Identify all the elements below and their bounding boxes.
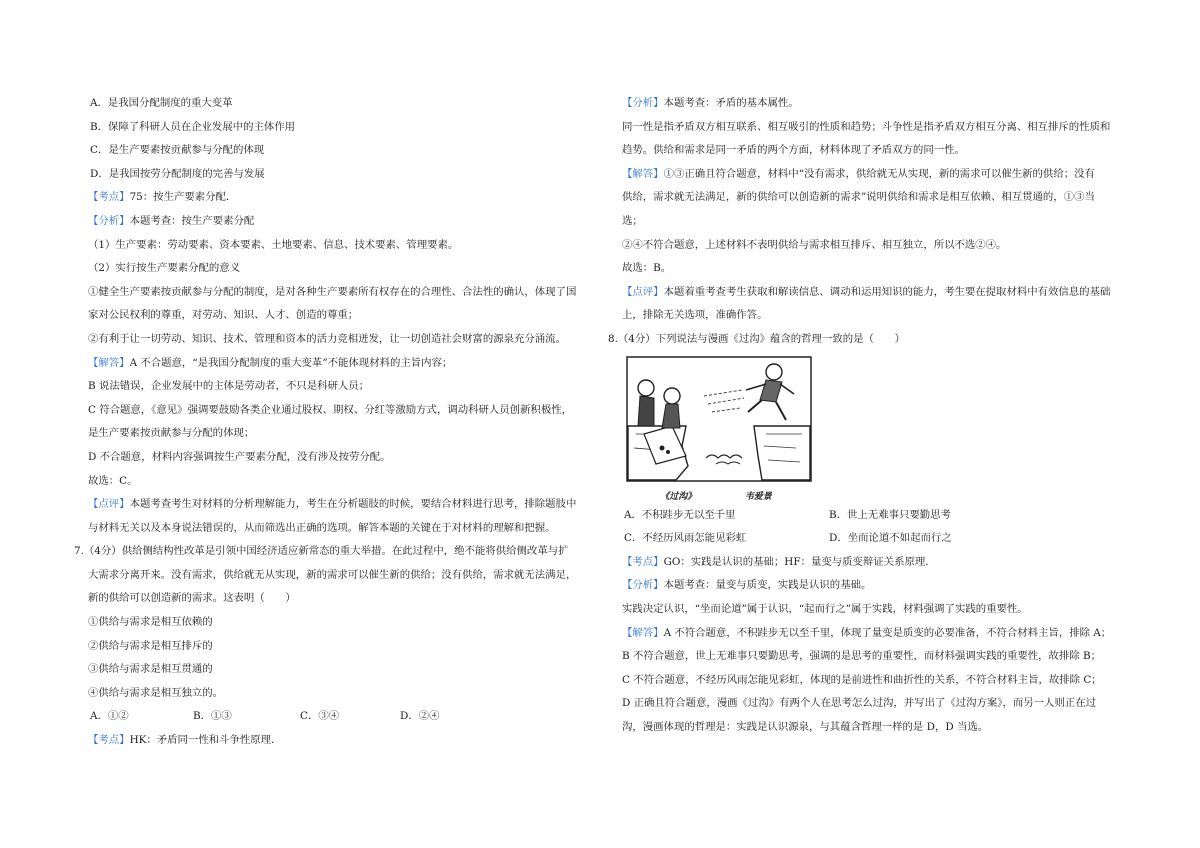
q6-jieda-line: D 不合题意，材料内容强调按生产要素分配，没有涉及按劳分配。 <box>88 450 391 463</box>
q7-jieda-line: 选； <box>622 214 643 227</box>
q7-jieda-line: 供给，需求就无法满足，新的供给可以创造新的需求”说明供给和需求是相互依赖、相互贯通的，①③当 <box>622 191 1095 204</box>
q6-dianping-line: 与材料无关以及本身说法错误的，从而筛选出正确的选项。解答本题的关键在于对材料的理解和把握。 <box>88 521 556 534</box>
q7-stem-line: 7.（4分）供给侧结构性改革是引领中国经济适应新常态的重大举措。在此过程中，绝不能将供给侧改革与扩 <box>74 545 569 558</box>
kaodian-text: HK：矛盾同一性和斗争性原理． <box>129 734 282 747</box>
q8-jieda <box>622 622 1132 646</box>
q6-kaodian <box>88 186 588 210</box>
q8-fenxi-line: 实践决定认识，“坐而论道”属于认识，“起而行之”属于实践，材料强调了实践的重要性。 <box>622 602 1028 615</box>
q7-dianping-line: 上，排除无关选项，准确作答。 <box>622 309 768 322</box>
q8-option-b: B．世上无难事只要勤思考 <box>829 508 951 521</box>
comic-caption <box>636 486 796 510</box>
dianping-text: 本题考查考生对材料的分析理解能力，考生在分析题肢的时候，要结合材料进行思考，排除题肢中 <box>129 498 577 511</box>
fenxi-tag: 【分析】 <box>622 97 664 109</box>
q6-option-c: C．是生产要素按贡献参与分配的体现 <box>90 144 265 157</box>
jieda-text: ①③正确且符合题意，材料中“没有需求，供给就无从实现，新的需求可以催生新的供给；没有 <box>663 167 1095 180</box>
q7-item: ②供给与需求是相互排斥的 <box>88 639 213 652</box>
comic-drawing <box>626 356 812 486</box>
jieda-text: A 不符合题意，不积跬步无以至千里，体现了量变是质变的必要准备，不符合材料主旨，排除 A； <box>663 626 1112 639</box>
kaodian-tag: 【考点】 <box>622 555 664 568</box>
q8-options-row2 <box>622 527 1132 551</box>
q6-jieda <box>88 352 588 376</box>
q8-fenxi <box>622 574 1132 598</box>
q7-item: ④供给与需求是相互独立的。 <box>88 686 224 699</box>
q7-jieda <box>622 163 1132 187</box>
q6-fenxi-line: （2）实行按生产要素分配的意义 <box>88 262 241 275</box>
q8-option-d: D．坐而论道不如起而行之 <box>829 532 952 545</box>
comic-caption-title: 《过沟》 <box>660 491 697 502</box>
q6-option-b: B．保障了科研人员在企业发展中的主体作用 <box>90 120 296 133</box>
kaodian-tag: 【考点】 <box>88 734 130 747</box>
fenxi-text: 本题考查：按生产要素分配 <box>129 214 255 227</box>
q8-jieda-line: 沟，漫画体现的哲理是：实践是认识源泉，与其蕴含哲理一样的是 D，D 当选。 <box>622 720 989 733</box>
jieda-tag: 【解答】 <box>622 167 664 180</box>
q6-fenxi <box>88 210 588 234</box>
q6-dianping <box>88 493 588 517</box>
q7-stem-line: 新的供给可以创造新的需求。这表明（ ） <box>88 592 296 605</box>
q6-fenxi-line: 家对公民权利的尊重，对劳动、知识、人才、创造的尊重； <box>88 309 359 322</box>
comic-guogou <box>626 356 812 500</box>
left-column <box>74 92 588 753</box>
q7-item: ③供给与需求是相互贯通的 <box>88 663 213 676</box>
q7-options <box>88 705 588 729</box>
jieda-tag: 【解答】 <box>622 626 664 639</box>
q6-option-d: D．是我国按劳分配制度的完善与发展 <box>90 167 265 180</box>
q7-fenxi <box>622 92 1132 116</box>
q8-kaodian <box>622 551 1132 575</box>
q7-option-d: D．②④ <box>400 710 440 723</box>
dianping-text: 本题着重考查考生获取和解读信息、调动和运用知识的能力，考生要在提取材料中有效信息的基础 <box>663 285 1111 298</box>
q7-option-a: A．①② <box>90 710 129 723</box>
q6-jieda-line: B 说法错误，企业发展中的主体是劳动者，不只是科研人员； <box>88 380 370 393</box>
q7-dianping <box>622 281 1132 305</box>
q8-option-c: C．不经历风雨怎能见彩虹 <box>624 532 747 545</box>
fenxi-text: 本题考查：矛盾的基本属性。 <box>663 97 799 109</box>
jieda-text: A 不合题意，“是我国分配制度的重大变革”不能体现材料的主旨内容； <box>129 356 453 369</box>
q6-option-a: A．是我国分配制度的重大变革 <box>90 97 233 109</box>
q6-fenxi-line: ②有利于让一切劳动、知识、技术、管理和资本的活力竞相迸发，让一切创造社会财富的源泉充分涌流。 <box>88 332 566 345</box>
kaodian-text: GO：实践是认识的基础；HF：量变与质变辩证关系原理． <box>663 555 936 568</box>
q8-option-a: A．不积跬步无以至千里 <box>624 508 736 521</box>
jieda-tag: 【解答】 <box>88 356 130 369</box>
q8-jieda-line: D 正确且符合题意，漫画《过沟》有两个人在思考怎么过沟，并写出了《过沟方案》，而另一人则正在过 <box>622 697 1097 710</box>
q8-jieda-line: B 不符合题意，世上无难事只要勤思考，强调的是思考的重要性，而材料强调实践的重要性，故排除 B； <box>622 650 1102 663</box>
fenxi-text: 本题考查：量变与质变，实践是认识的基础。 <box>663 579 872 592</box>
q6-fenxi-line: （1）生产要素：劳动要素、资本要素、土地要素、信息、技术要素、管理要素。 <box>88 238 459 251</box>
q6-jieda-line: C 符合题意，《意见》强调要鼓励各类企业通过股权、期权、分红等激励方式，调动科研人员创新积极性， <box>88 403 573 416</box>
dianping-tag: 【点评】 <box>622 285 664 298</box>
kaodian-tag: 【考点】 <box>88 191 130 204</box>
q7-fenxi-line: 趋势。供给和需求是同一矛盾的两个方面，材料体现了矛盾双方的同一性。 <box>622 144 965 157</box>
q7-stem-line: 大需求分离开来。没有需求，供给就无从实现，新的需求可以催生新的供给；没有供给，需求就无法满足， <box>88 568 577 581</box>
q8-jieda-line: C 不符合题意，不经历风雨怎能见彩虹，体现的是前进性和曲折性的关系，不符合材料主旨，故排除 C； <box>622 673 1102 686</box>
comic-caption-author: 韦爱景 <box>744 491 772 502</box>
q7-option-b: B．①③ <box>193 710 232 723</box>
kaodian-text: 75：按生产要素分配． <box>129 191 237 204</box>
right-column <box>608 92 1132 739</box>
fenxi-tag: 【分析】 <box>88 214 130 227</box>
q7-jieda-line: ②④不符合题意，上述材料不表明供给与需求相互排斥、相互独立，所以不选②④。 <box>622 238 1007 251</box>
q7-jieda-line: 故选：B。 <box>622 262 672 275</box>
fenxi-tag: 【分析】 <box>622 579 664 592</box>
q7-kaodian <box>88 729 588 753</box>
q7-item: ①供给与需求是相互依赖的 <box>88 616 213 629</box>
q6-jieda-line: 故选：C。 <box>88 474 138 487</box>
q7-fenxi-line: 同一性是指矛盾双方相互联系、相互吸引的性质和趋势；斗争性是指矛盾双方相互分离、相互排斥的性质和 <box>622 120 1111 133</box>
q6-fenxi-line: ①健全生产要素按贡献参与分配的制度，是对各种生产要素所有权存在的合理性、合法性的确认，体现了国 <box>88 285 577 298</box>
q6-jieda-line: 是生产要素按贡献参与分配的体现； <box>88 427 255 440</box>
dianping-tag: 【点评】 <box>88 498 130 511</box>
q8-stem: 8.（4分）下列说法与漫画《过沟》蕴含的哲理一致的是（ ） <box>608 332 906 345</box>
q7-option-c: C．③④ <box>300 710 340 723</box>
